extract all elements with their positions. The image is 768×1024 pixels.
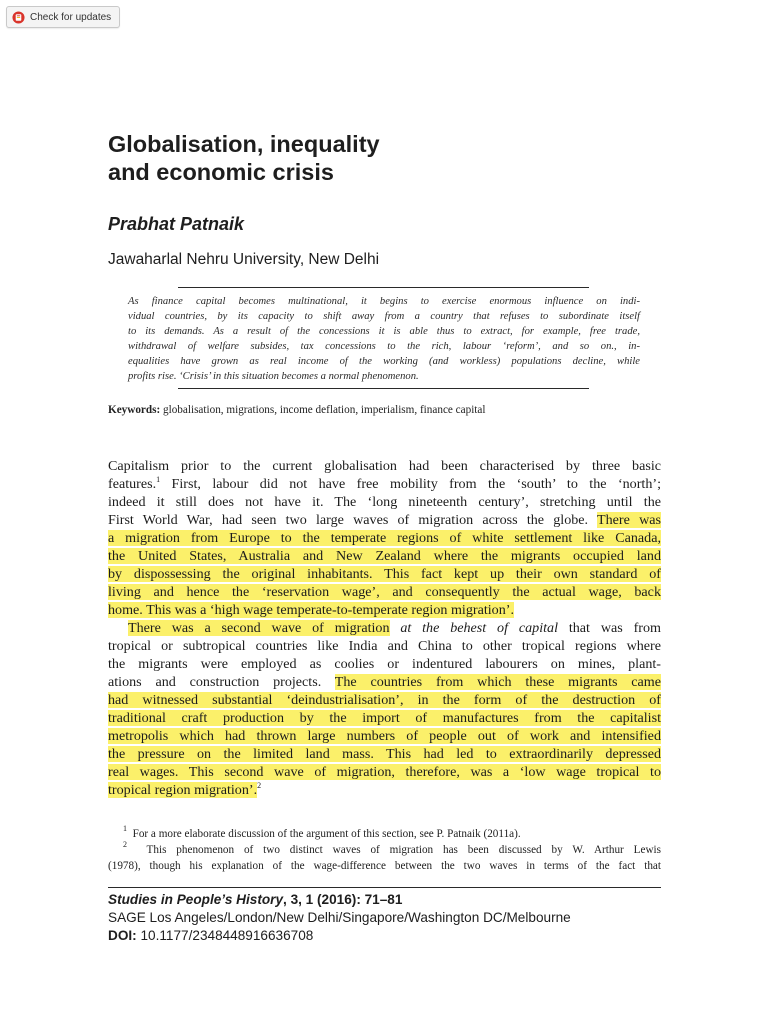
highlight: the pressure on the limited land mass. This had led to extraordinarily depressed [108, 746, 661, 762]
abstract-line: profits rise. ‘Crisis’ in this situation becomes a normal phenomenon. [128, 371, 419, 382]
doi-link[interactable]: 10.1177/2348448916636708 [136, 928, 314, 943]
footnote-ref-2[interactable]: 2 [257, 781, 262, 790]
abstract-bottom-rule [178, 388, 589, 389]
body-line: tropical or subtropical countries like India and China to other tropical regions where [108, 638, 661, 654]
body-line [108, 529, 661, 547]
highlight: There was [597, 512, 661, 528]
body-line: First World War, had seen two large waves of migration across the globe. There was [108, 512, 661, 528]
keywords-label: Keywords: [108, 404, 161, 416]
body-line [108, 763, 661, 781]
footnote-ref-1[interactable]: 1 [156, 475, 161, 484]
footnote-1: $^1$ For a more elaborate discussion of the argument of this section, see P. Patnaik (2011a). [123, 824, 521, 840]
keywords [108, 404, 485, 416]
highlight: tropical region migration’. [108, 782, 258, 798]
footnotes [108, 826, 661, 874]
highlight: had witnessed substantial ‘deindustrialisation’, in the form of the destruction of [108, 692, 661, 708]
highlight: the United States, Australia and New Zealand where the migrants occupied land [108, 548, 661, 564]
abstract-top-rule [178, 287, 589, 288]
body-line [108, 601, 661, 619]
journal-doi: DOI: 10.1177/2348448916636708 [108, 928, 314, 943]
journal-citation: Studies in People’s History, 3, 1 (2016): 71–81 [108, 892, 403, 907]
highlight: traditional craft production by the import of manufactures from the capitalist [108, 710, 661, 726]
title-line-2: and economic crisis [108, 159, 334, 185]
highlight: real wages. This second wave of migration, therefore, was a ‘low wage tropical to [108, 764, 661, 780]
journal-info [108, 891, 668, 945]
journal-publisher: SAGE Los Angeles/London/New Delhi/Singapore/Washington DC/Melbourne [108, 910, 571, 925]
abstract [128, 294, 640, 384]
body-line [108, 781, 661, 799]
body-text [108, 457, 661, 799]
body-line [108, 583, 661, 601]
body-line: the migrants were employed as coolies or indentured labourers on mines, plant- [108, 656, 661, 672]
article-title [108, 130, 628, 186]
highlight: metropolis which had thrown large numbers of people out of work and intensified [108, 728, 661, 744]
abstract-line: withdrawal of welfare subsides, tax concessions to the rich, labour ‘reform’, and so on., in- [128, 341, 640, 352]
body-line: Capitalism prior to the current globalisation had been characterised by three basic [108, 458, 661, 474]
abstract-line: to its demands. As a result of the concessions it is able thus to extract, for example, free trade, [128, 326, 640, 337]
check-for-updates-button[interactable] [6, 6, 120, 28]
abstract-line: equalities have grown as real income of the working (and workless) populations decline, while [128, 356, 640, 367]
body-line: There was a second wave of migration at the behest of capital that was from [128, 620, 661, 636]
body-line [108, 691, 661, 709]
body-line [108, 727, 661, 745]
highlight: home. This was a ‘high wage temperate-to-temperate region migration’. [108, 602, 514, 618]
highlight: a migration from Europe to the temperate regions of white settlement like Canada, [108, 530, 661, 546]
keywords-list: globalisation, migrations, income deflation, imperialism, finance capital [163, 404, 486, 416]
footnote-2-cont: (1978), though his explanation of the wage-difference between the two waves in terms of the fact that [108, 860, 661, 872]
title-line-1: Globalisation, inequality [108, 131, 380, 157]
crossmark-icon [12, 11, 25, 24]
highlight: There was a second wave of migration [128, 620, 390, 636]
body-line [108, 547, 661, 565]
body-line [108, 565, 661, 583]
highlight: living and hence the ‘reservation wage’, and consequently the actual wage, back [108, 584, 661, 600]
body-line [108, 745, 661, 763]
footer-rule [108, 887, 661, 888]
author-affiliation: Jawaharlal Nehru University, New Delhi [108, 251, 380, 268]
body-line [108, 709, 661, 727]
footnote-2: $^2$ This phenomenon of two distinct waves of migration has been discussed by W. Arthur Lewis [123, 840, 661, 856]
body-line: indeed it still does not have it. The ‘long nineteenth century’, stretching until the [108, 494, 661, 510]
abstract-line: As finance capital becomes multinational, it begins to exercise enormous influence on indi- [128, 296, 640, 307]
highlight: by dispossessing the original inhabitants. This fact kept up their own standard of [108, 566, 661, 582]
body-line: features.$^1$ First, labour did not have free mobility from the ‘south’ to the ‘north’; [108, 475, 661, 492]
body-line: ations and construction projects. The countries from which these migrants came [108, 674, 662, 690]
check-for-updates-label: Check for updates [30, 11, 112, 23]
author-name: Prabhat Patnaik [108, 214, 245, 234]
highlight: The countries from which these migrants came [334, 674, 662, 690]
abstract-line: vidual countries, by its capacity to shift away from a country that refuses to subordinate itself [128, 311, 640, 322]
